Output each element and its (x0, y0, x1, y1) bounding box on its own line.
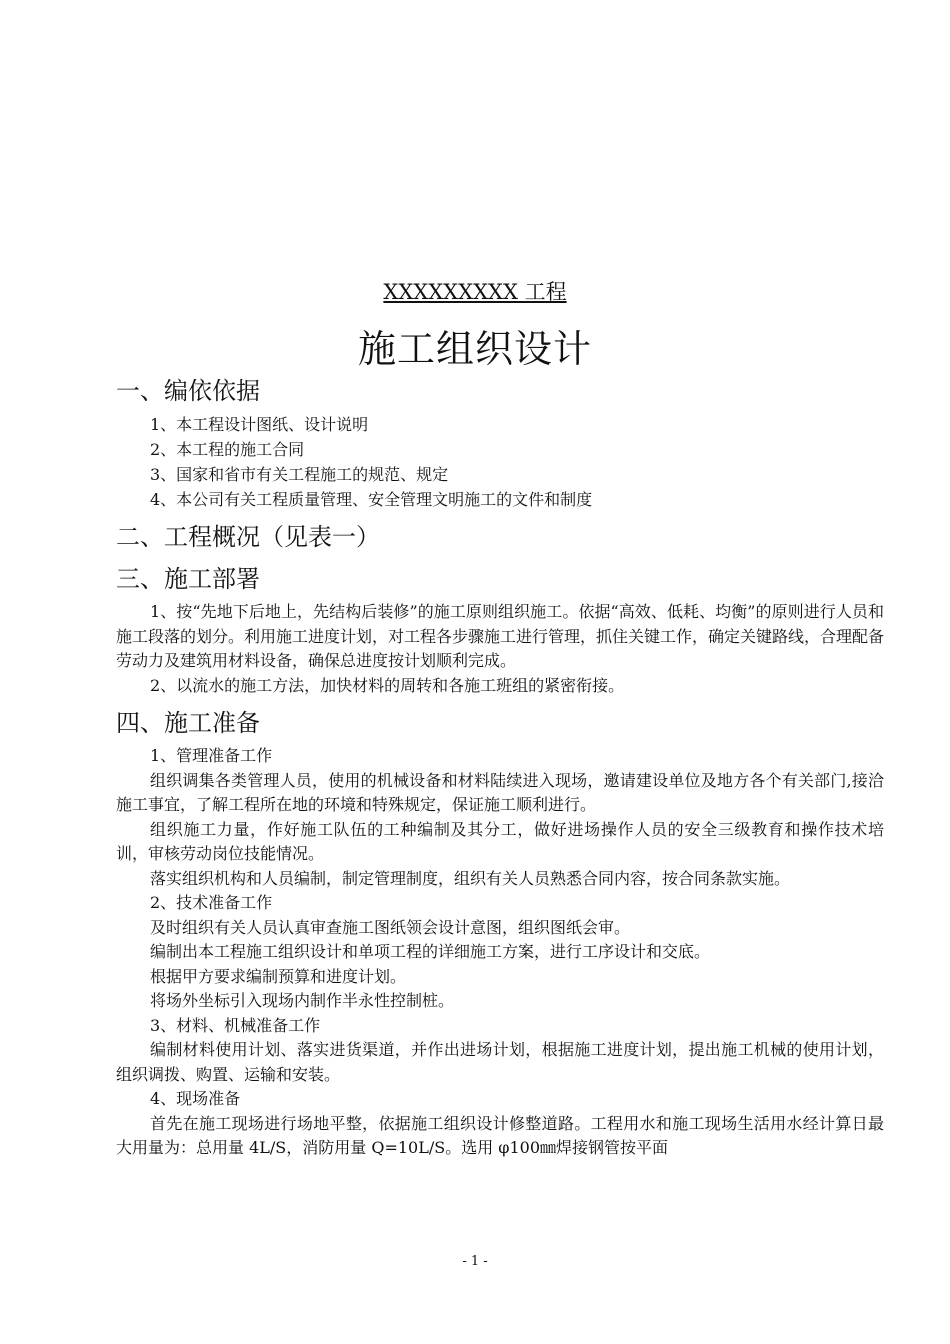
deployment-body (116, 600, 884, 698)
subsection-title: 4、现场准备 (150, 1089, 241, 1108)
subsection-title: 1、管理准备工作 (150, 746, 273, 765)
paragraph: 2、以流水的施工方法，加快材料的周转和各施工班组的紧密衔接。 (150, 675, 625, 695)
list-item: 3、国家和省市有关工程施工的规范、规定 (150, 465, 449, 484)
main-title: 施工组织设计 (357, 327, 592, 371)
section-preparation (116, 706, 884, 1161)
paragraph: 落实组织机构和人员编制，制定管理制度，组织有关人员熟悉合同内容，按合同条款实施。 (150, 868, 791, 888)
section-overview (116, 520, 884, 554)
section-basis (116, 374, 884, 512)
paragraph: 组织调集各类管理人员，使用的机械设备和材料陆续进入现场，邀请建设单位及地方各个有关部门,接洽施工事宜，了解工程所在地的环境和特殊规定，保证施工顺利进行。 (116, 770, 884, 814)
paragraph: 1、按“先地下后地上，先结构后装修”的施工原则组织施工。依据“高效、低耗、均衡”的原则进行人员和施工段落的划分。利用施工进度计划，对工程各步骤施工进行管理，抓住关键工作，确定关键路线，合理配备劳动力及建筑用材料设备，确保总进度按计划顺利完成。 (116, 602, 885, 670)
document-body (116, 372, 884, 1161)
paragraph: 组织施工力量，作好施工队伍的工种编制及其分工，做好进场操作人员的安全三级教育和操作技术培训，审核劳动岗位技能情况。 (116, 819, 884, 863)
subsection-title: 2、技术准备工作 (150, 893, 273, 912)
text-line: 根据甲方要求编制预算和进度计划。 (150, 966, 407, 986)
section-heading-overview: 二、工程概况（见表一） (116, 523, 380, 551)
section-heading-basis: 一、编依依据 (116, 377, 260, 405)
basis-list (116, 412, 884, 512)
list-item: 2、本工程的施工合同 (150, 440, 305, 459)
paragraph: 首先在施工现场进行场地平整，依据施工组织设计修整道路。工程用水和施工现场生活用水经计算日最大用量为：总用量 4L/S，消防用量 Q=10L/S。选用 φ100㎜焊接钢管按平面 (116, 1113, 884, 1157)
page-number: - 1 - (462, 1254, 488, 1269)
subsection-title: 3、材料、机械准备工作 (150, 1015, 321, 1035)
paragraph: 编制材料使用计划、落实进货渠道，并作出进场计划，根据施工进度计划，提出施工机械的使用计划，组织调拨、购置、运输和安装。 (116, 1040, 884, 1084)
section-heading-preparation: 四、施工准备 (116, 709, 260, 737)
preparation-body (116, 744, 884, 1161)
section-deployment (116, 562, 884, 698)
project-title: XXXXXXXXX 工程 (383, 280, 567, 304)
text-line: 编制出本工程施工组织设计和单项工程的详细施工方案，进行工序设计和交底。 (150, 942, 711, 961)
list-item: 1、本工程设计图纸、设计说明 (150, 415, 369, 434)
list-item: 4、本公司有关工程质量管理、安全管理文明施工的文件和制度 (150, 490, 593, 509)
text-line: 将场外坐标引入现场内制作半永性控制桩。 (150, 991, 455, 1010)
section-heading-deployment: 三、施工部署 (116, 565, 260, 593)
text-line: 及时组织有关人员认真审查施工图纸领会设计意图，组织图纸会审。 (150, 917, 631, 937)
